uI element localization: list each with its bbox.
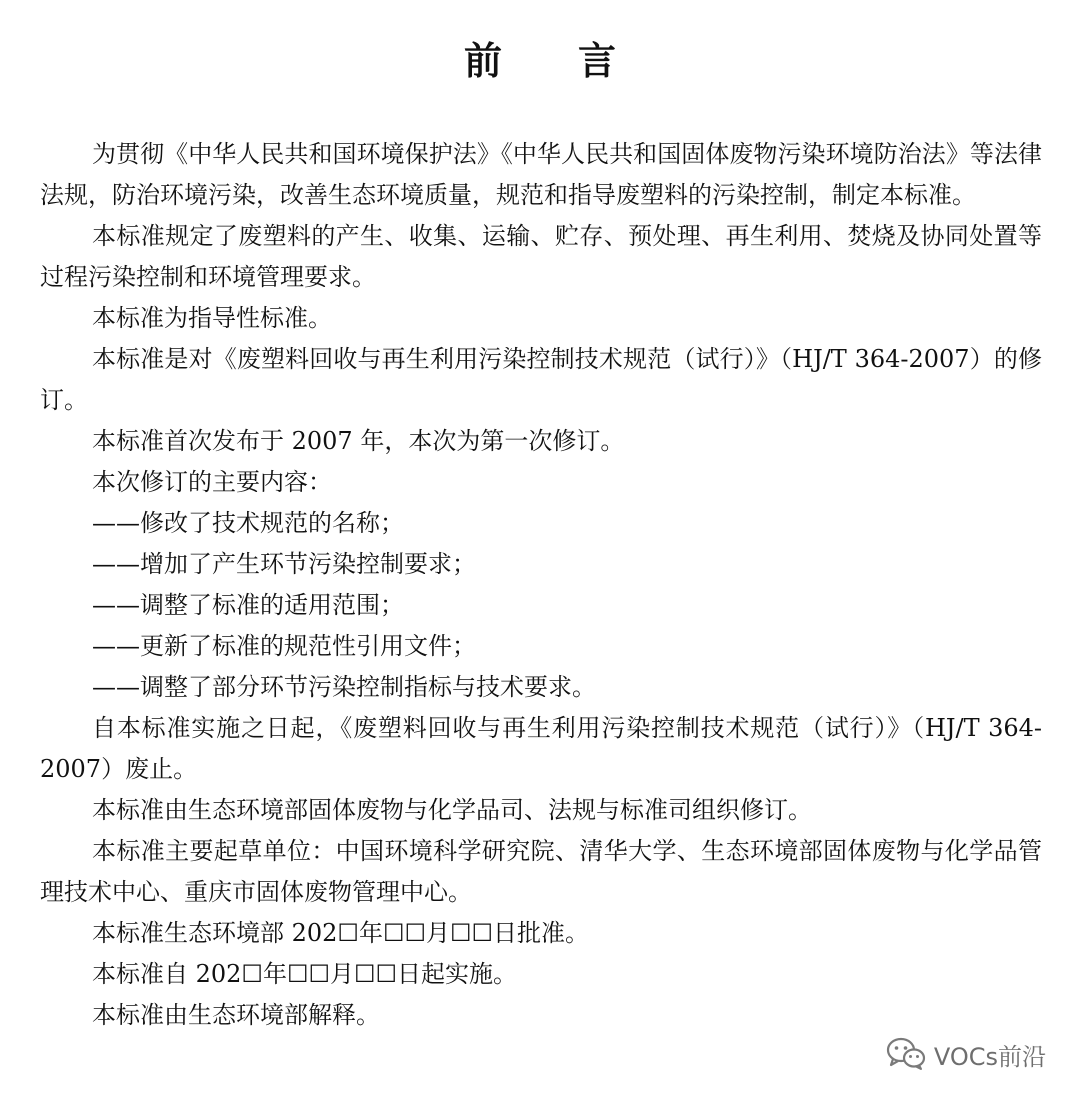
paragraph: 本标准由生态环境部固体废物与化学品司、法规与标准司组织修订。	[92, 796, 812, 824]
paragraph: 本次修订的主要内容：	[92, 468, 332, 496]
revision-list-item: ——调整了部分环节污染控制指标与技术要求。	[92, 673, 596, 701]
revision-list-item: ——更新了标准的规范性引用文件；	[92, 632, 476, 660]
paragraph: 本标准规定了废塑料的产生、收集、运输、贮存、预处理、再生利用、焚烧及协同处置等过程污染控制和环境管理要求。	[40, 222, 1042, 291]
watermark-text: VOCs前沿	[933, 1042, 1046, 1071]
paragraph: 本标准主要起草单位：中国环境科学研究院、清华大学、生态环境部固体废物与化学品管理技术中心、重庆市固体废物管理中心。	[40, 837, 1042, 906]
paragraph: 为贯彻《中华人民共和国环境保护法》《中华人民共和国固体废物污染环境防治法》等法律法规，防治环境污染，改善生态环境质量，规范和指导废塑料的污染控制，制定本标准。	[40, 140, 1042, 209]
paragraph: 本标准自 202☐年☐☐月☐☐日起实施。	[92, 960, 518, 988]
page-title	[0, 36, 1080, 86]
paragraph: 本标准由生态环境部解释。	[92, 1001, 380, 1029]
paragraph: 本标准为指导性标准。	[92, 304, 332, 332]
watermark	[886, 1034, 1046, 1074]
revision-list-item: ——修改了技术规范的名称；	[92, 509, 404, 537]
document-body	[40, 134, 1042, 1036]
revision-list-item: ——调整了标准的适用范围；	[92, 591, 404, 619]
title-char-1: 前	[463, 38, 502, 83]
paragraph: 本标准生态环境部 202☐年☐☐月☐☐日批准。	[92, 919, 590, 947]
paragraph: 自本标准实施之日起，《废塑料回收与再生利用污染控制技术规范（试行）》（HJ/T 364-2007）废止。	[40, 714, 1042, 783]
revision-list-item: ——增加了产生环节污染控制要求；	[92, 550, 476, 578]
paragraph: 本标准首次发布于 2007 年，本次为第一次修订。	[92, 427, 625, 455]
paragraph: 本标准是对《废塑料回收与再生利用污染控制技术规范（试行）》（HJ/T 364-2007）的修订。	[40, 345, 1042, 414]
title-char-2: 言	[578, 38, 617, 83]
wechat-icon	[886, 1037, 926, 1071]
